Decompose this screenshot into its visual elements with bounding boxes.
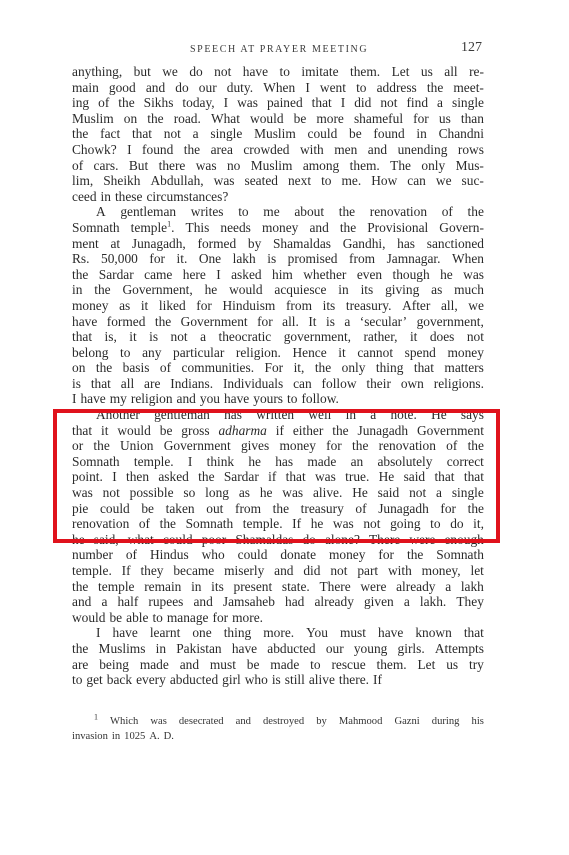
- text-line: ceed in these circumstances?: [72, 188, 229, 204]
- text-line: Chowk? I found the area crowded with men and unending rows: [72, 141, 484, 157]
- text-line: the Muslims in Pakistan have abducted our young girls. Attempts: [72, 640, 484, 656]
- text-line: Rs. 50,000 for it. One lakh is promised from Jamnagar. When: [72, 251, 484, 267]
- text-line: that it would be gross adharma if either the Junagadh Government: [72, 422, 484, 438]
- text-line: and a half rupees and Jamsaheb had already given a lakh. They: [72, 594, 484, 610]
- text-line: A gentleman writes to me about the renovation of the: [96, 204, 484, 220]
- text-line: I have my religion and you have yours to follow.: [72, 391, 339, 407]
- footnote-line: invasion in 1025 A. D.: [72, 731, 174, 742]
- text-line: to get back every abducted girl who is still alive there. If: [72, 672, 382, 688]
- running-head: SPEECH AT PRAYER MEETING: [190, 44, 369, 55]
- text-line: I have learnt one thing more. You must have known that: [96, 625, 484, 641]
- page-number: 127: [461, 40, 482, 55]
- text-line: would be able to manage for more.: [72, 609, 263, 625]
- text-line: in the Government, he would acquiesce in its giving as much: [72, 282, 484, 298]
- text-line: pie could be taken out from the treasury of Junagadh for the: [72, 500, 484, 516]
- text-line: Somnath temple$^1$. This needs money and the Provisional Govern-: [72, 219, 484, 235]
- footnote-line: $^1$ Which was desecrated and destroyed by Mahmood Gazni during his: [94, 712, 484, 727]
- text-line: is that all are Indians. Individuals can follow their own religions.: [72, 375, 484, 391]
- text-line: ment at Junagadh, formed by Shamaldas Gandhi, has sanctioned: [72, 235, 484, 251]
- text-line: renovation of the Somnath temple. If he was not going to do it,: [72, 516, 484, 532]
- text-line: was not possible so long as he was alive. He said not a single: [72, 485, 484, 501]
- text-line: lim, Sheikh Abdullah, was seated next to me. How can we suc-: [72, 173, 484, 189]
- text-line: Muslim on the road. What would be more shameful for us than: [72, 110, 484, 126]
- text-line: the Sardar came here I asked him whether even though he was: [72, 266, 484, 282]
- text-line: the fact that not a single Muslim could be found in Chandni: [72, 126, 484, 142]
- text-line: Another gentleman has written well in a note. He says: [96, 407, 484, 423]
- text-line: Somnath temple. I think he has made an absolutely correct: [72, 453, 484, 469]
- text-line: number of Hindus who could donate money for the Somnath: [72, 547, 484, 563]
- text-line: that is, it is not a theocratic government, rather, it does not: [72, 329, 484, 345]
- text-line: of cars. But there was no Muslim among them. The only Mus-: [72, 157, 484, 173]
- body-text: [72, 64, 484, 688]
- text-line: the temple remain in its present state. There were already a lakh: [72, 578, 484, 594]
- text-line: or the Union Government gives money for the renovation of the: [72, 438, 484, 454]
- footnote: [72, 714, 484, 744]
- text-line: belong to any particular religion. Hence it cannot spend money: [72, 344, 484, 360]
- text-line: are being made and must be made to rescue them. Let us try: [72, 656, 484, 672]
- text-line: he said, what could poor Shamaldas do alone? There were enough: [72, 531, 484, 547]
- text-line: ing of the Sikhs today, I was pained that I did not find a single: [72, 95, 484, 111]
- text-line: anything, but we do not have to imitate them. Let us all re-: [72, 64, 484, 79]
- text-line: point. I then asked the Sardar if that was true. He said that that: [72, 469, 484, 485]
- text-line: temple. If they became miserly and did not part with money, let: [72, 563, 484, 578]
- text-line: money as it liked for Hinduism from its treasury. After all, we: [72, 297, 484, 313]
- text-line: have formed the Government for all. It is a ‘secular’ government,: [72, 313, 484, 329]
- text-line: on the basis of communities. For it, the only thing that matters: [72, 360, 484, 376]
- text-line: main good and do our duty. When I went to address the meet-: [72, 79, 484, 95]
